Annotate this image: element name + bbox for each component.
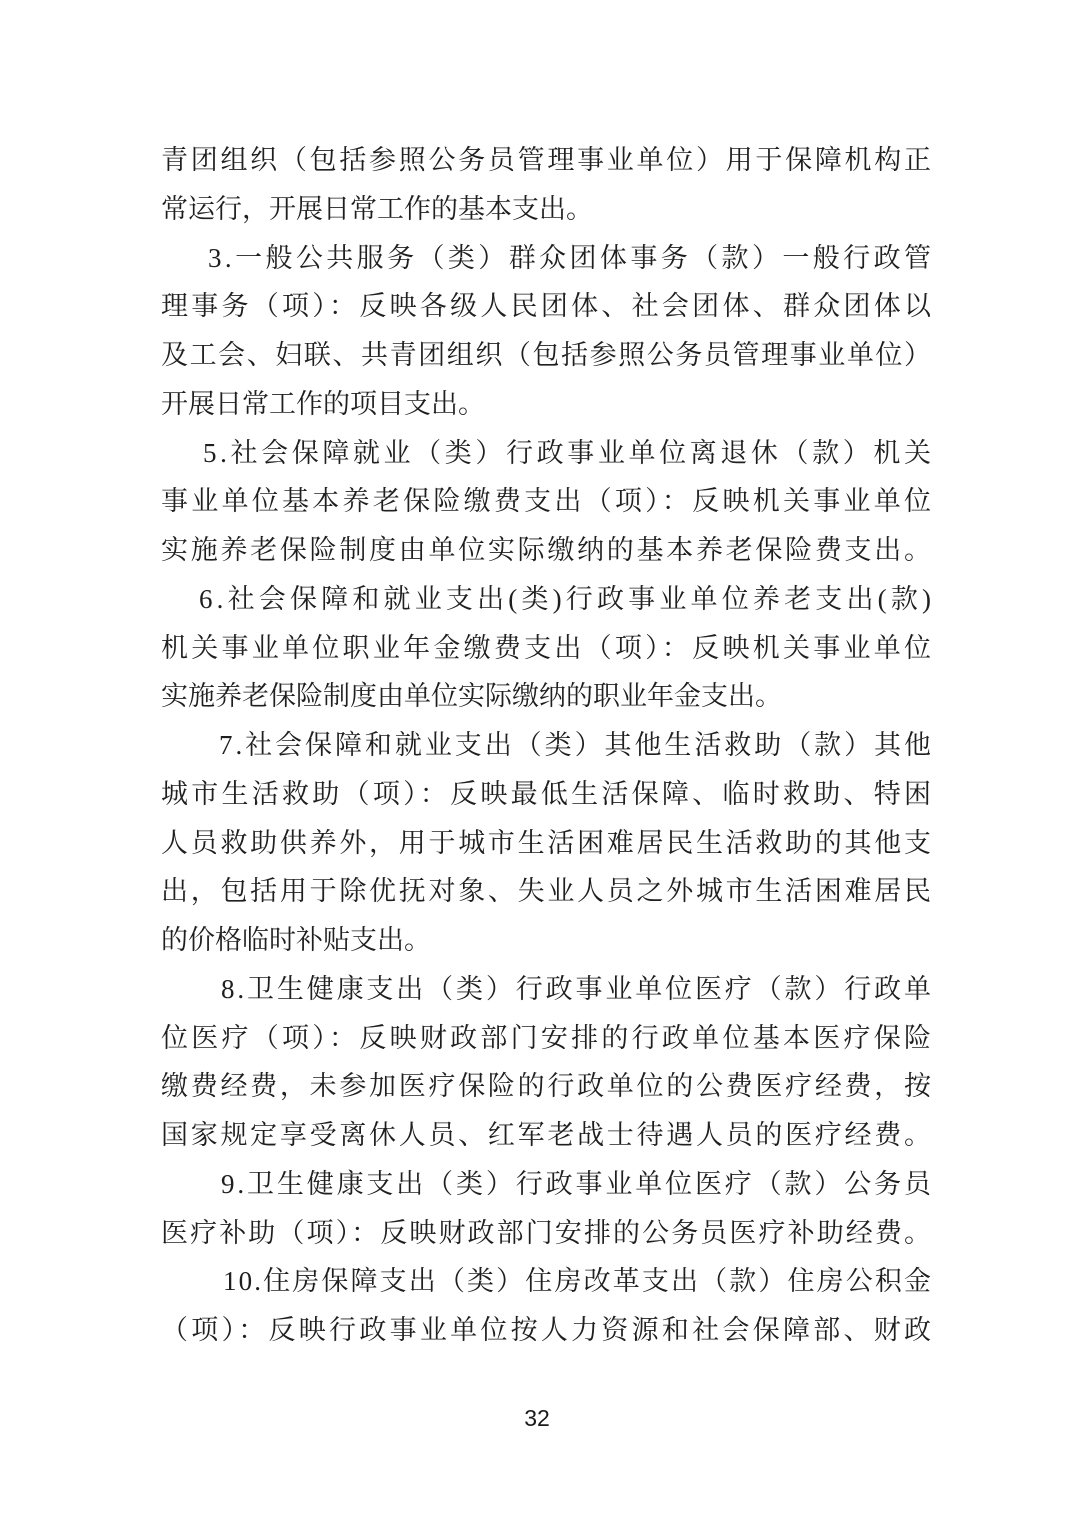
document-line <box>161 380 931 429</box>
line-text: 7.社会保障和就业支出（类）其他生活救助（款）其他 <box>219 730 934 760</box>
document-line <box>161 1014 935 1063</box>
line-text: 3.一般公共服务（类）群众团体事务（款）一般行政管 <box>208 242 935 273</box>
line-text: 实施养老保险制度由单位实际缴纳的职业年金支出。 <box>161 681 782 712</box>
document-line <box>161 819 934 868</box>
text-block <box>161 136 936 1355</box>
document-line <box>161 575 936 624</box>
document-line <box>161 1062 934 1111</box>
document-line <box>161 916 931 965</box>
document-line <box>161 1111 934 1160</box>
document-line <box>161 1209 934 1258</box>
line-text: 6.社会保障和就业支出(类)行政事业单位养老支出(款) <box>199 583 936 614</box>
line-text: 事业单位基本养老保险缴费支出（项）：反映机关事业单位 <box>161 486 935 517</box>
line-text: 的价格临时补贴支出。 <box>161 925 431 955</box>
document-line <box>161 965 934 1014</box>
page-number: 32 <box>524 1405 550 1431</box>
line-text: 人员救助供养外，用于城市生活困难居民生活救助的其他支 <box>161 827 934 858</box>
line-text: 出，包括用于除优抚对象、失业人员之外城市生活困难居民 <box>161 876 934 907</box>
line-text: 实施养老保险制度由单位实际缴纳的基本养老保险费支出。 <box>161 535 934 565</box>
document-line <box>161 721 934 770</box>
document-line <box>161 136 934 185</box>
line-text: 城市生活救助（项）：反映最低生活保障、临时救助、特困 <box>161 778 935 809</box>
line-text: 理事务（项）：反映各级人民团体、社会团体、群众团体以 <box>161 291 935 322</box>
line-text: 及工会、妇联、共青团组织（包括参照公务员管理事业单位） <box>161 340 933 370</box>
document-line <box>161 770 935 819</box>
document-line <box>161 1306 935 1355</box>
document-line <box>161 526 934 575</box>
line-text: 青团组织（包括参照公务员管理事业单位）用于保障机构正 <box>161 145 934 175</box>
line-text: 医疗补助（项）：反映财政部门安排的公务员医疗补助经费。 <box>161 1217 934 1248</box>
document-line <box>161 624 935 673</box>
line-text: （项）：反映行政事业单位按人力资源和社会保障部、财政 <box>161 1315 935 1345</box>
line-text: 开展日常工作的项目支出。 <box>161 388 485 419</box>
document-line <box>161 477 935 526</box>
line-text: 8.卫生健康支出（类）行政事业单位医疗（款）行政单 <box>221 973 934 1004</box>
document-line <box>161 282 935 331</box>
line-text: 5.社会保障就业（类）行政事业单位离退休（款）机关 <box>203 437 935 468</box>
line-text: 机关事业单位职业年金缴费支出（项）：反映机关事业单位 <box>161 632 935 663</box>
line-text: 9.卫生健康支出（类）行政事业单位医疗（款）公务员 <box>221 1168 934 1199</box>
document-line <box>161 185 931 234</box>
line-text: 常运行，开展日常工作的基本支出。 <box>161 193 593 224</box>
line-text: 位医疗（项）：反映财政部门安排的行政单位基本医疗保险 <box>161 1022 935 1053</box>
line-text: 缴费经费，未参加医疗保险的行政单位的公费医疗经费，按 <box>161 1071 934 1102</box>
document-line <box>161 1160 934 1209</box>
document-line <box>161 429 935 478</box>
document-line <box>161 867 934 916</box>
line-text: 10.住房保障支出（类）住房改革支出（款）住房公积金 <box>223 1266 934 1297</box>
line-text: 国家规定享受离休人员、红军老战士待遇人员的医疗经费。 <box>161 1120 934 1150</box>
document-line <box>161 331 931 380</box>
document-line <box>161 672 931 721</box>
document-line <box>161 1257 934 1306</box>
document-line <box>161 234 935 283</box>
